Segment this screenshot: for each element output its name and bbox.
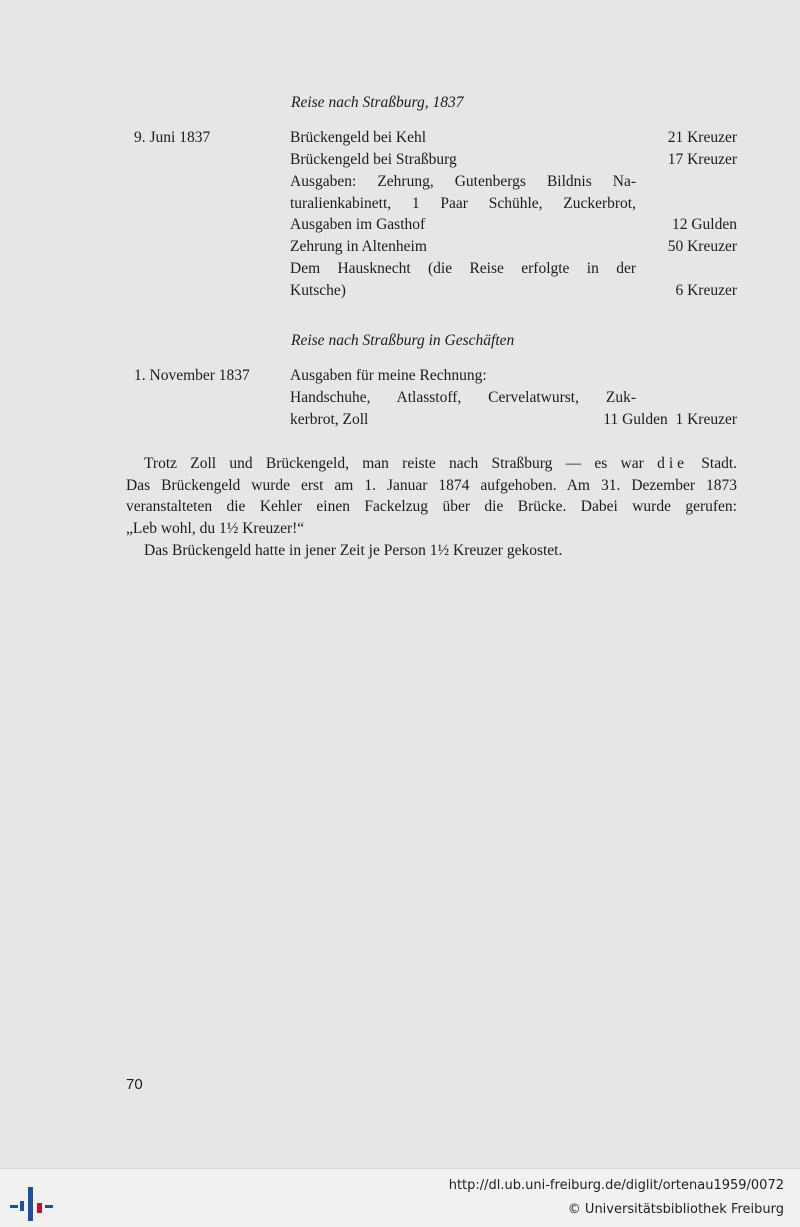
source-url-link[interactable]: http://dl.ub.uni-freiburg.de/diglit/ortenau1959/0072 [448,1178,784,1193]
paragraph-line: Das Brückengeld wurde erst am 1. Januar 1874 aufgehoben. Am 31. Dezember 1873 [126,477,737,494]
paragraph-line: „Leb wohl, du 1½ Kreuzer!“ [126,520,305,537]
ub-freiburg-logo-icon[interactable] [10,1181,54,1221]
entry-date-1: 9. Juni 1837 [134,129,211,146]
copyright-text: © Universitätsbibliothek Freiburg [567,1202,784,1217]
paragraph-line: Trotz Zoll und Brückengeld, man reiste nach Straßburg — es war die Stadt. [144,455,738,472]
paragraph-line: Das Brückengeld hatte in jener Zeit je Person 1½ Kreuzer gekostet. [144,542,563,559]
paragraph-line: veranstalteten die Kehler einen Fackelzug über die Brücke. Dabei wurde gerufen: [126,498,737,515]
entry-date-2: 1. November 1837 [134,367,250,384]
footer-bar [0,1168,800,1227]
page-number: 70 [126,1076,143,1093]
section-heading-2: Reise nach Straßburg in Geschäften [291,332,515,349]
section-heading-1: Reise nach Straßburg, 1837 [291,94,464,111]
document-page: Reise nach Straßburg, 1837 9. Juni 1837 Brückengeld bei Kehl 21 Kreuzer Brückengeld bei Straßburg 17 Kreuzer Ausgaben: Zehrung, Gutenbergs Bildnis Na- turalienkabinett, 1 Paar Schühle, Zuckerbrot, Ausgaben im Gasthof 12 Gulden Zehrung in Altenheim 50 Kreuzer Dem Hausknecht (die Reise erfolgte in der Kutsche) 6 Kreuzer Reise nach Straßburg in Geschäften 1. November 1837 Ausgaben für meine Rechnung: Handschuhe, Atlasstoff, Cervelatwurst, Zuk- kerbrot, Zoll 11 Gulden 1 Kreuzer Trotz Zoll und Brückengeld, man reiste nach Straßburg — es war die Stadt. Das Brückengeld wurde erst am 1. Januar 1874 aufgehoben. Am 31. Dezember 1873 veranstalteten die Kehler einen Fackelzug über die Brücke. Dabei wurde gerufen: „Leb wohl, du 1½ Kreuzer!“ Das Brückengeld hatte in jener Zeit je Person 1½ Kreuzer gekostet. 70 [0,0,800,1168]
